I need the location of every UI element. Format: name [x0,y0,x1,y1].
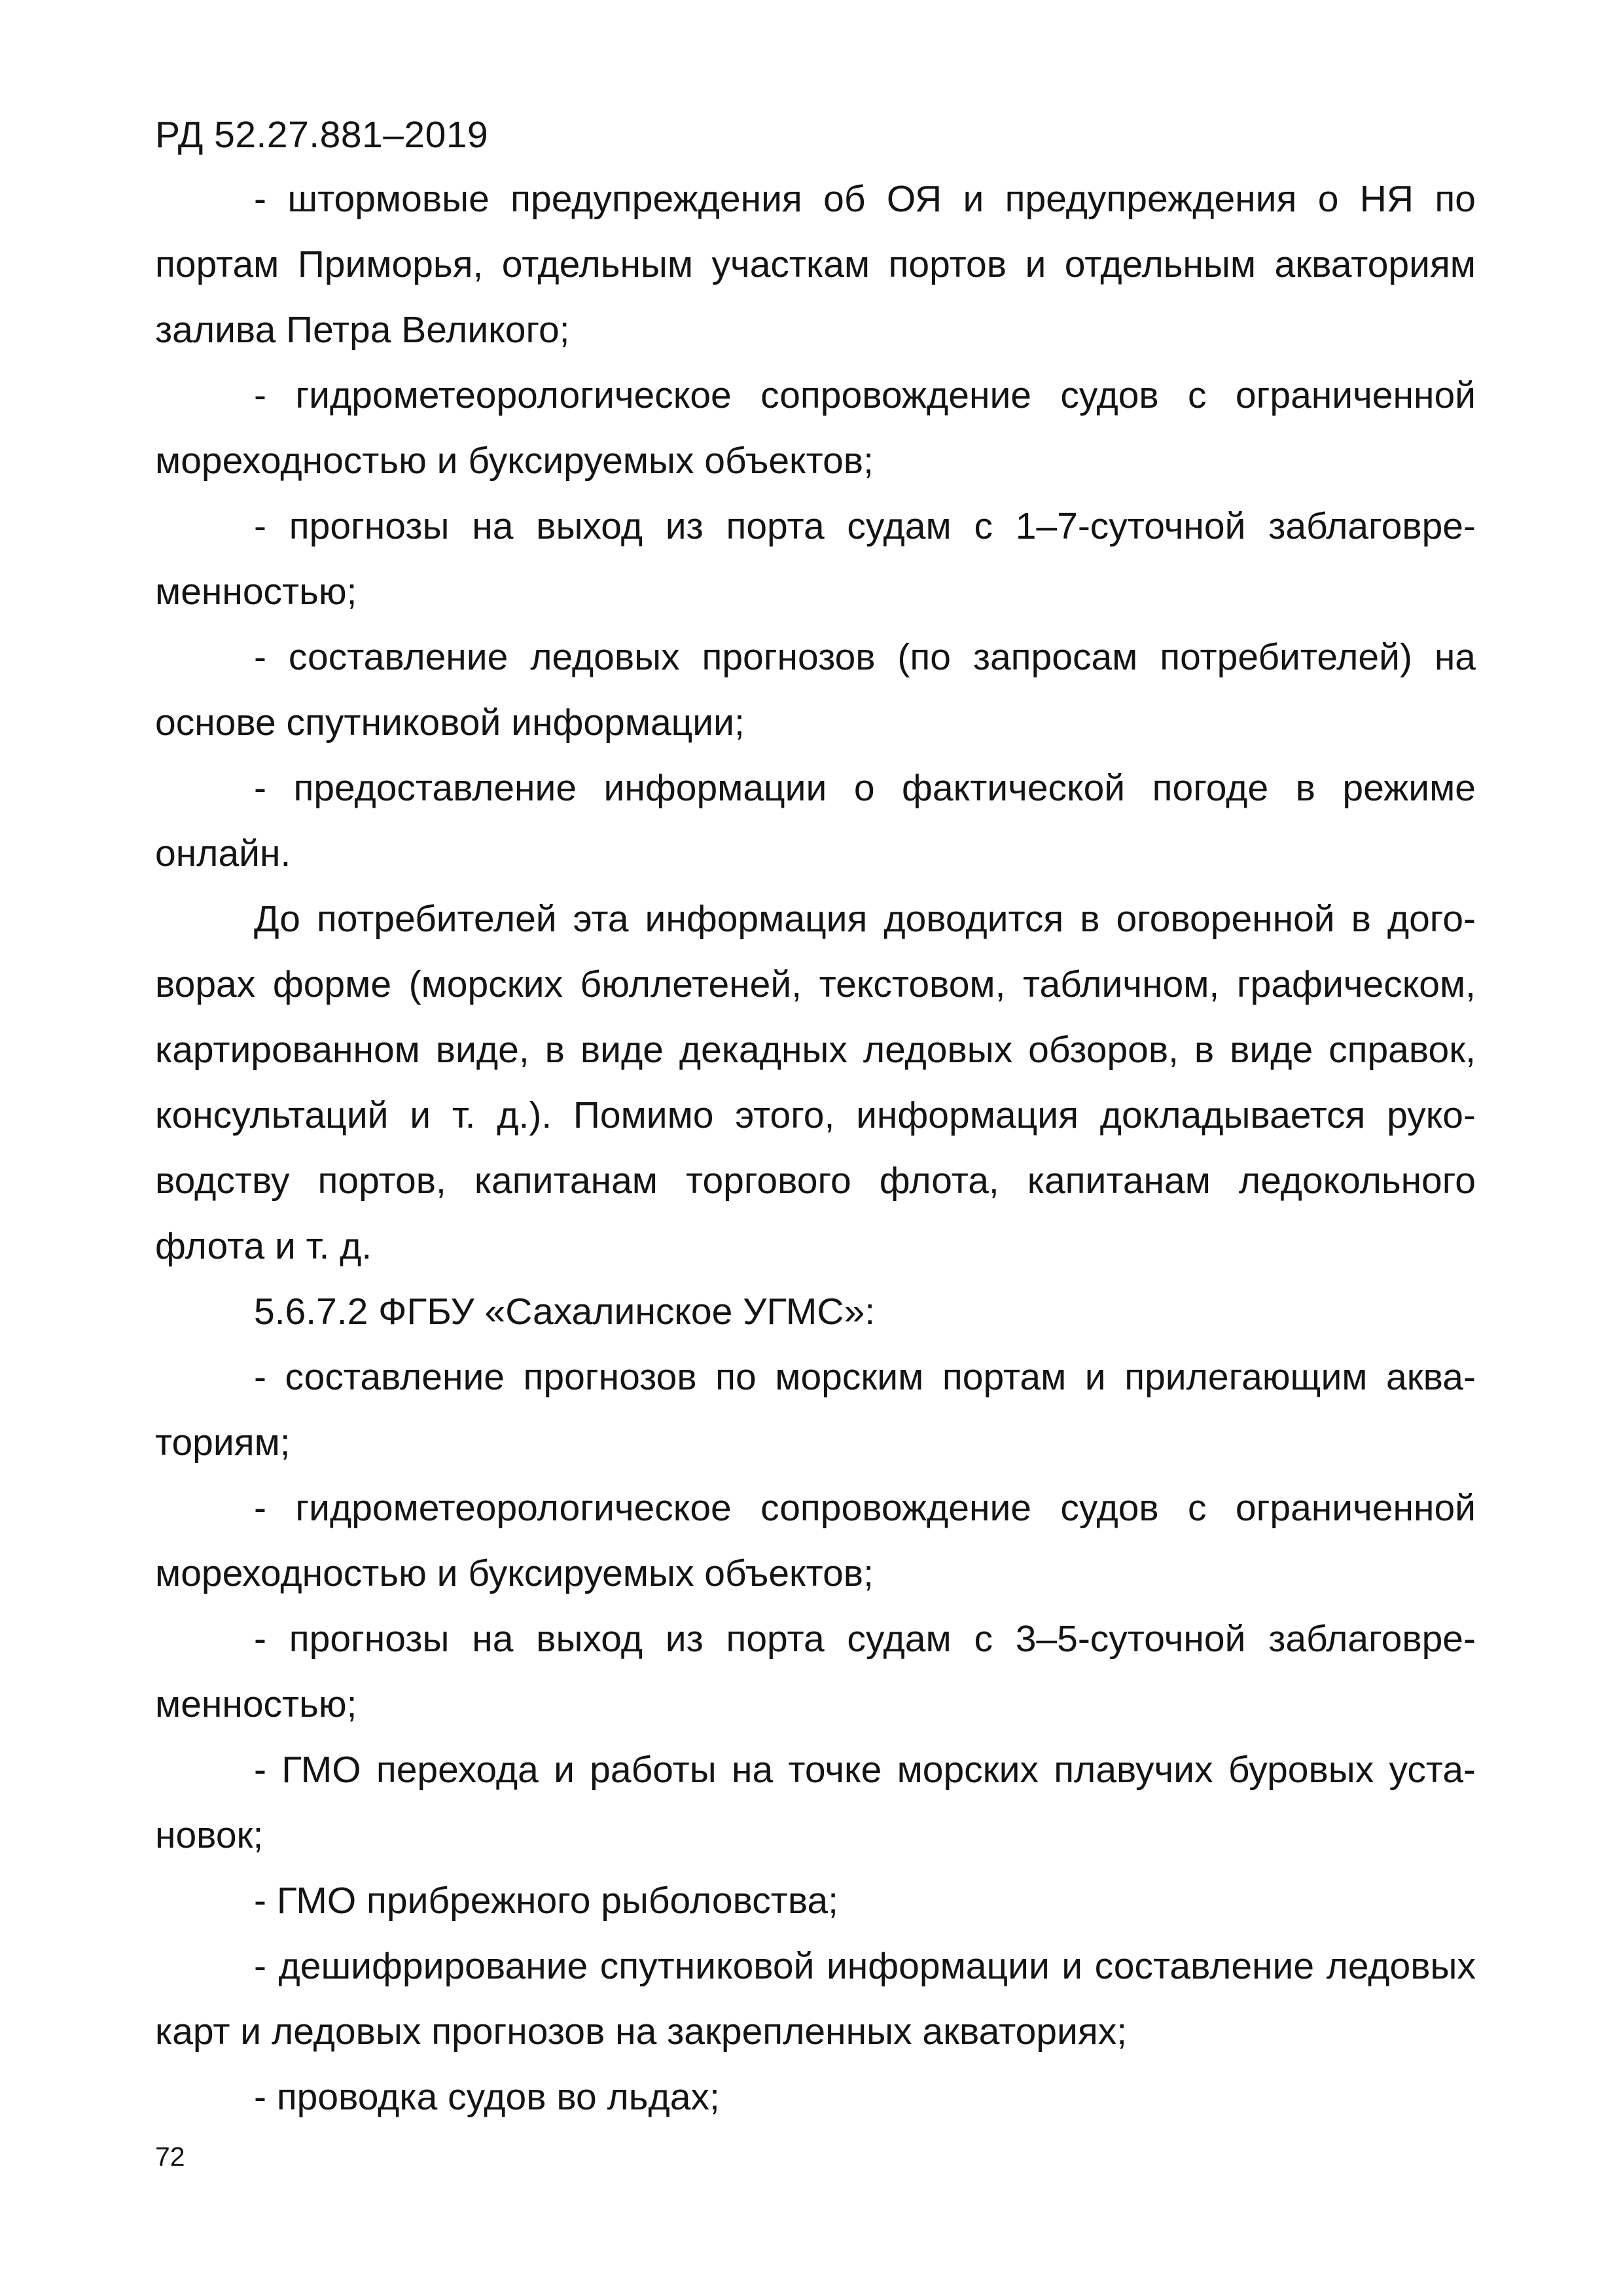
paragraph-ice-forecasts: - составление ледовых прогнозов (по запросам потребителей) на основе спутниковой информации; [155,636,1476,744]
document-body [155,166,1476,2130]
paragraph-storm-warnings: - штормовые предупреждения об ОЯ и предупреждения о НЯ по портам Приморья, отдельным участкам портов и отдельным акваториям залива Петра Великого; [155,178,1476,351]
paragraph-departure-forecasts-1-7: - прогнозы на выход из порта судам с 1–7-суточной заблаговременностью; [155,505,1476,613]
section-heading-sakhalin: 5.6.7.2 ФГБУ «Сахалинское УГМС»: [254,1291,876,1333]
paragraph-online-weather: - предоставление информации о фактической погоде в режиме онлайн. [155,767,1476,874]
paragraph-departure-forecasts-3-5: - прогнозы на выход из порта судам с 3–5-суточной заблаговременностью; [155,1618,1476,1725]
document-code-header: РД 52.27.881–2019 [155,114,489,156]
paragraph-port-forecasts: - составление прогнозов по морским портам и прилегающим акваториям; [155,1356,1476,1463]
paragraph-satellite-ice-maps: - дешифрирование спутниковой информации и составление ледовых карт и ледовых прогнозов на закрепленных акваториях; [155,1945,1476,2053]
paragraph-ice-pilotage: - проводка судов во льдах; [254,2076,720,2118]
page-number: 72 [155,2142,185,2172]
paragraph-drilling-rigs: - ГМО перехода и работы на точке морских плавучих буровых установок; [155,1749,1476,1856]
paragraph-information-delivery: До потребителей эта информация доводится в оговоренной в договорах форме (морских бюллетеней, текстовом, табличном, графическом, картированном виде, в виде декадных ледовых обзоров, в виде справок, консультаций и т. д.). Помимо этого, информация докладывается руководству портов, капитанам торгового флота, капитанам ледокольного флота и т. д. [155,898,1476,1267]
paragraph-escort-limited-vessels: - гидрометеорологическое сопровождение судов с ограниченной мореходностью и буксируемых объектов; [155,374,1476,482]
paragraph-coastal-fishing: - ГМО прибрежного рыболовства; [254,1880,839,1922]
paragraph-escort-limited-vessels-2: - гидрометеорологическое сопровождение судов с ограниченной мореходностью и буксируемых объектов; [155,1487,1476,1594]
